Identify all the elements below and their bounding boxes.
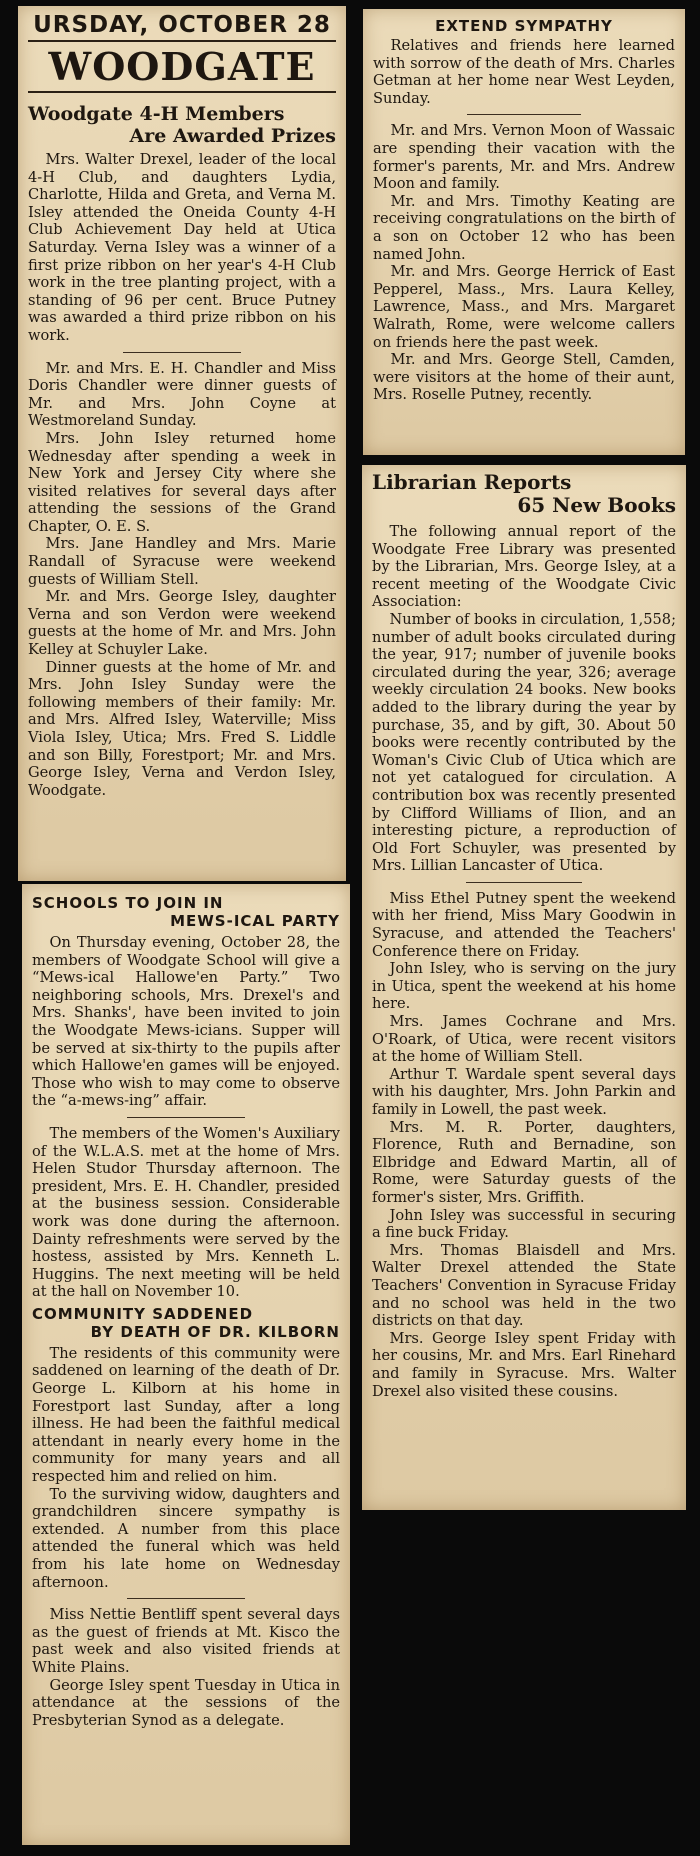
paragraph: John Isley, who is serving on the jury in Utica, spent the weekend at his home here. <box>372 960 676 1013</box>
divider <box>127 1598 244 1599</box>
headline-4h-awards <box>28 103 336 147</box>
paragraph: Relatives and friends here learned with sorrow of the death of Mrs. Charles Getman at her home near West Leyden, Sunday. <box>373 37 675 107</box>
paragraph: The members of the Women's Auxiliary of the W.L.A.S. met at the home of Mrs. Helen Studor Thursday afternoon. The president, Mrs. E. H. Chandler, presided at the business session. Considerable work was done during the afternoon. Dainty refreshments were served by the hostess, assisted by Mrs. Kenneth L. Huggins. The next meeting will be held at the hall on November 10. <box>32 1124 340 1301</box>
headline-extend-sympathy: EXTEND SYMPATHY <box>435 17 613 35</box>
paragraph: Mr. and Mrs. George Stell, Camden, were visitors at the home of their aunt, Mrs. Roselle Putney, recently. <box>373 351 675 404</box>
paragraph: Mr. and Mrs. Timothy Keating are receiving congratulations on the birth of a son on October 12 who has been named John. <box>373 192 675 263</box>
paragraph: John Isley was successful in securing a fine buck Friday. <box>372 1206 676 1242</box>
paragraph: Mr. and Mrs. George Herrick of East Pepperel, Mass., Mrs. Laura Kelley, Lawrence, Mass., and Mrs. Margaret Walrath, Rome, were welcome callers on friends here the past week. <box>373 263 675 351</box>
clipping-librarian-reports <box>362 465 686 1510</box>
paragraph: The following annual report of the Woodgate Free Library was presented by the Librarian, Mrs. George Isley, at a recent meeting of the Woodgate Civic Association: <box>372 523 676 611</box>
headline-line-2: BY DEATH OF DR. KILBORN <box>90 1322 340 1341</box>
clipping-woodgate-4h <box>18 6 346 881</box>
paragraph: To the surviving widow, daughters and grandchildren sincere sympathy is extended. A number from this place attended the funeral which was held from his late home on Wednesday afternoon. <box>32 1485 340 1591</box>
dateline: URSDAY, OCTOBER 28 <box>33 12 331 38</box>
paragraph: Mrs. James Cochrane and Mrs. O'Roark, of Utica, were recent visitors at the home of William Stell. <box>372 1013 676 1066</box>
paragraph: Mrs. George Isley spent Friday with her cousins, Mr. and Mrs. Earl Rinehard and family in Syracuse. Mrs. Walter Drexel also visited these cousins. <box>372 1329 676 1400</box>
paragraph: Miss Ethel Putney spent the weekend with her friend, Miss Mary Goodwin in Syracuse, and attended the Teachers' Conference there on Friday. <box>372 889 676 960</box>
masthead: WOODGATE <box>28 40 336 93</box>
paragraph: Miss Nettie Bentliff spent several days as the guest of friends at Mt. Kisco the past week and also visited friends at White Plains. <box>32 1606 340 1676</box>
headline-line-1: SCHOOLS TO JOIN IN <box>32 894 224 912</box>
headline-line-1: Woodgate 4-H Members <box>28 103 285 125</box>
paragraph: Mr. and Mrs. Vernon Moon of Wassaic are spending their vacation with the former's parents, Mr. and Mrs. Andrew Moon and family. <box>373 122 675 193</box>
headline-line-2: 65 New Books <box>517 493 676 517</box>
divider <box>467 114 582 115</box>
divider <box>123 352 240 353</box>
paragraph: Mrs. John Isley returned home Wednesday after spending a week in New York and Jersey City where she visited relatives for several days after attending the sessions of the Grand Chapter, O. E. S. <box>28 429 336 535</box>
headline-schools-party <box>32 894 340 930</box>
paragraph: Number of books in circulation, 1,558; number of adult books circulated during the year, 917; number of juvenile books circulated during the year, 326; average weekly circulation 24 books. New books added to the library during the year by purchase, 35, and by gift, 30. About 50 books were recently contributed by the Woman's Civic Club of Utica which are not yet catalogued for circulation. A contribution box was recently presented by Clifford Williams of Ilion, and an interesting picture, a reproduction of Old Fort Schuyler, was presented by Mrs. Lillian Lancaster of Utica. <box>372 610 676 875</box>
paragraph: Mrs. M. R. Porter, daughters, Florence, Ruth and Bernadine, son Elbridge and Edward Martin, all of Rome, were Saturday guests of the former's sister, Mrs. Griffith. <box>372 1118 676 1206</box>
headline-line-1: COMMUNITY SADDENED <box>32 1304 254 1323</box>
clipping-schools-party <box>22 884 350 1845</box>
clipping-extend-sympathy <box>363 9 685 455</box>
paragraph: Mrs. Jane Handley and Mrs. Marie Randall of Syracuse were weekend guests of William Stell. <box>28 535 336 588</box>
headline-librarian-reports <box>372 471 676 517</box>
paragraph: Mrs. Walter Drexel, leader of the local 4-H Club, and daughters Lydia, Charlotte, Hilda and Greta, and Verna M. Isley attended the Oneida County 4-H Club Achievement Day held at Utica Saturday. Verna Isley was a winner of a first prize ribbon on her year's 4-H Club work in the tree planting project, with a standing of 96 per cent. Bruce Putney was awarded a third prize ribbon on his work. <box>28 151 336 344</box>
headline-community-saddened <box>32 1305 340 1341</box>
headline-line-2: MEWS-ICAL PARTY <box>170 912 340 930</box>
paragraph: George Isley spent Tuesday in Utica in attendance at the sessions of the Presbyterian Synod as a delegate. <box>32 1676 340 1729</box>
paragraph: Dinner guests at the home of Mr. and Mrs. John Isley Sunday were the following members of their family: Mr. and Mrs. Alfred Isley, Waterville; Miss Viola Isley, Utica; Mrs. Fred S. Liddle and son Billy, Forestport; Mr. and Mrs. George Isley, Verna and Verdon Isley, Woodgate. <box>28 658 336 799</box>
paragraph: The residents of this community were saddened on learning of the death of Dr. George L. Kilborn at his home in Forestport last Sunday, after a long illness. He had been the faithful medical attendant in nearly every home in the community for many years and all respected him and relied on him. <box>32 1344 340 1486</box>
paragraph: Mr. and Mrs. George Isley, daughter Verna and son Verdon were weekend guests at the home of Mr. and Mrs. John Kelley at Schuyler Lake. <box>28 588 336 659</box>
divider <box>127 1117 244 1118</box>
paragraph: Mrs. Thomas Blaisdell and Mrs. Walter Drexel attended the State Teachers' Convention in Syracuse Friday and no school was held in the two districts on that day. <box>372 1241 676 1330</box>
divider <box>466 882 582 883</box>
headline-line-2: Are Awarded Prizes <box>129 125 336 147</box>
paragraph: On Thursday evening, October 28, the members of Woodgate School will give a “Mews-ical Hallowe'en Party.” Two neighboring schools, Mrs. Drexel's and Mrs. Shanks', have been invited to join the Woodgate Mews-icians. Supper will be served at six-thirty to the pupils after which Hallowe'en games will be enjoyed. Those who wish to may come to observe the “a-mews-ing” affair. <box>32 934 340 1110</box>
paragraph: Arthur T. Wardale spent several days with his daughter, Mrs. John Parkin and family in Lowell, the past week. <box>372 1065 676 1118</box>
paragraph: Mr. and Mrs. E. H. Chandler and Miss Doris Chandler were dinner guests of Mr. and Mrs. John Coyne at Westmoreland Sunday. <box>28 359 336 430</box>
headline-line-1: Librarian Reports <box>372 470 572 494</box>
